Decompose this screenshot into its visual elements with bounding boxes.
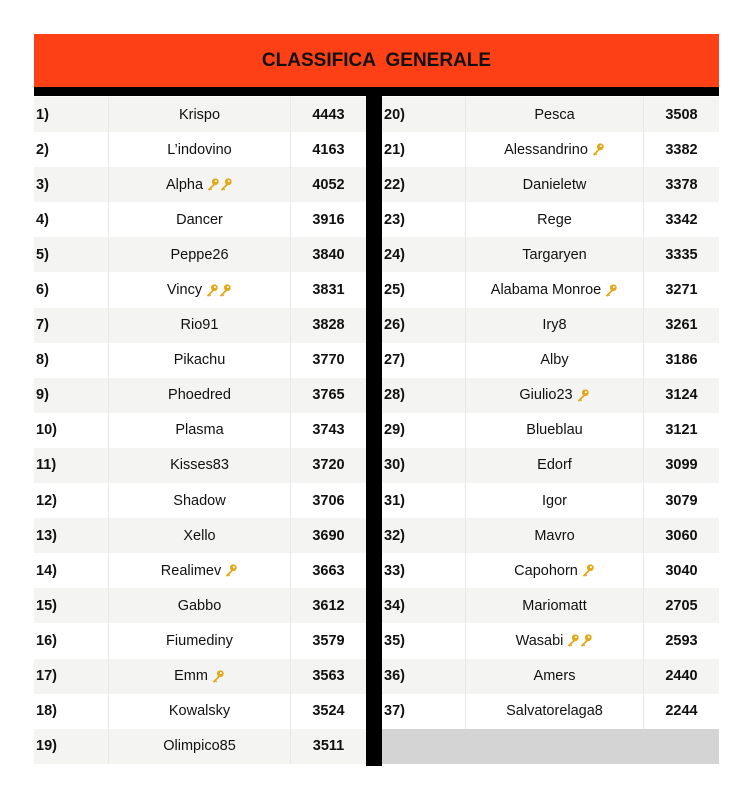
player-name: Kowalsky [168, 703, 231, 720]
table-row [34, 97, 366, 132]
table-row [34, 413, 366, 448]
player-name: Krispo [178, 106, 221, 123]
player-name-cell [108, 167, 291, 202]
player-name-cell [108, 343, 291, 378]
header-divider [34, 87, 719, 96]
rank-cell: 34) [384, 597, 405, 614]
table-row [382, 413, 719, 448]
player-name-cell [465, 659, 644, 694]
player-name-cell [108, 237, 291, 272]
player-name-cell [108, 308, 291, 343]
score-cell: 2705 [665, 597, 698, 614]
key-icon [592, 142, 605, 157]
player-name: Rio91 [180, 317, 219, 334]
rank-cell: 11) [36, 457, 57, 474]
score-cell: 4163 [312, 141, 345, 158]
rank-cell: 16) [36, 632, 57, 649]
ranking-table-left [34, 97, 366, 764]
rank-cell: 36) [384, 668, 405, 685]
score-cell: 3579 [312, 632, 345, 649]
table-row [382, 588, 719, 623]
player-name-cell [465, 623, 644, 658]
score-cell: 3612 [312, 597, 345, 614]
player-name: Alabama Monroe [490, 282, 602, 299]
rank-cell: 35) [384, 632, 405, 649]
key-icon [207, 177, 233, 192]
player-name-cell [465, 132, 644, 167]
player-name: Igor [542, 492, 567, 509]
score-cell: 4443 [312, 106, 345, 123]
table-row [382, 167, 719, 202]
key-icon [225, 563, 238, 578]
player-name-cell [108, 588, 291, 623]
table-row [382, 343, 719, 378]
score-cell: 3124 [665, 387, 698, 404]
player-name: Xello [183, 527, 216, 544]
score-cell: 3743 [312, 422, 345, 439]
table-row [382, 378, 719, 413]
player-name: Pikachu [173, 352, 226, 369]
player-name: Olimpico85 [163, 738, 236, 755]
table-row [382, 483, 719, 518]
rank-cell: 1) [36, 106, 49, 123]
score-cell: 2593 [665, 632, 698, 649]
player-name-cell [108, 553, 291, 588]
player-name-cell [108, 623, 291, 658]
rank-cell: 26) [384, 317, 405, 334]
table-row [382, 448, 719, 483]
key-icon [206, 283, 232, 298]
player-name: Danieletw [522, 176, 587, 193]
table-row [34, 167, 366, 202]
score-cell: 3828 [312, 317, 345, 334]
player-name-cell [465, 167, 644, 202]
rank-cell: 31) [384, 492, 405, 509]
rank-cell: 3) [36, 176, 49, 193]
player-name-cell [108, 518, 291, 553]
player-name: Vincy [166, 282, 203, 299]
score-cell: 3511 [312, 738, 345, 755]
score-cell: 3378 [665, 176, 698, 193]
score-cell: 3916 [312, 211, 345, 228]
player-name: Iry8 [542, 317, 567, 334]
player-name: Amers [533, 668, 576, 685]
score-cell: 3524 [312, 703, 345, 720]
rank-cell: 22) [384, 176, 405, 193]
table-row [382, 237, 719, 272]
rank-cell: 25) [384, 282, 405, 299]
player-name-cell [108, 659, 291, 694]
score-cell: 3690 [312, 527, 345, 544]
rank-cell: 12) [36, 492, 57, 509]
player-name: Mavro [534, 527, 575, 544]
table-row [382, 518, 719, 553]
player-name-cell [465, 378, 644, 413]
table-row [382, 623, 719, 658]
player-name: L’indovino [167, 141, 232, 158]
score-cell: 3079 [665, 492, 698, 509]
score-cell: 3060 [665, 527, 698, 544]
player-name-cell [108, 413, 291, 448]
score-cell: 3831 [312, 282, 345, 299]
table-row [382, 272, 719, 307]
player-name-cell [465, 343, 644, 378]
rank-cell: 8) [36, 352, 49, 369]
player-name-cell [108, 378, 291, 413]
player-name: Edorf [537, 457, 572, 474]
key-icon [582, 563, 595, 578]
rank-cell: 24) [384, 246, 405, 263]
table-row [34, 553, 366, 588]
score-cell: 3663 [312, 562, 345, 579]
player-name-cell [465, 237, 644, 272]
rank-cell: 19) [36, 738, 57, 755]
score-cell: 2440 [665, 668, 698, 685]
table-row [34, 588, 366, 623]
player-name: Blueblau [526, 422, 583, 439]
player-name-cell [108, 694, 291, 729]
table-row [34, 694, 366, 729]
player-name-cell [108, 97, 291, 132]
player-name-cell [465, 483, 644, 518]
rank-cell: 27) [384, 352, 405, 369]
table-row [382, 694, 719, 729]
empty-row [382, 729, 719, 764]
page-title: CLASSIFICA GENERALE [261, 49, 492, 71]
player-name-cell [465, 694, 644, 729]
player-name: Mariomatt [522, 597, 587, 614]
player-name-cell [465, 202, 644, 237]
score-cell: 3342 [665, 211, 698, 228]
player-name: Gabbo [177, 597, 222, 614]
rank-cell: 5) [36, 246, 49, 263]
score-cell: 3040 [665, 562, 698, 579]
rank-cell: 7) [36, 317, 49, 334]
player-name: Capohorn [514, 562, 578, 579]
player-name-cell [108, 729, 291, 764]
table-row [34, 729, 366, 764]
key-icon [567, 633, 593, 648]
rank-cell: 18) [36, 703, 57, 720]
player-name: Emm [174, 668, 208, 685]
table-row [34, 272, 366, 307]
table-row [34, 132, 366, 167]
player-name-cell [108, 272, 291, 307]
rank-cell: 2) [36, 141, 49, 158]
score-cell: 3706 [312, 492, 345, 509]
rank-cell: 20) [384, 106, 405, 123]
score-cell: 3271 [665, 282, 698, 299]
table-row [34, 202, 366, 237]
player-name-cell [465, 588, 644, 623]
table-row [382, 132, 719, 167]
key-icon [605, 283, 618, 298]
table-row [34, 483, 366, 518]
score-cell: 3186 [665, 352, 698, 369]
player-name: Alby [540, 352, 569, 369]
rank-cell: 21) [384, 141, 405, 158]
score-cell: 3508 [665, 106, 698, 123]
key-icon [577, 388, 590, 403]
column-divider [366, 96, 382, 766]
rank-cell: 15) [36, 597, 57, 614]
table-row [382, 553, 719, 588]
player-name-cell [465, 413, 644, 448]
key-icon [212, 669, 225, 684]
table-row [34, 448, 366, 483]
score-cell: 3765 [312, 387, 345, 404]
title-banner [34, 34, 719, 87]
player-name-cell [465, 518, 644, 553]
player-name-cell [465, 97, 644, 132]
rank-cell: 33) [384, 562, 405, 579]
table-row [34, 659, 366, 694]
rank-cell: 4) [36, 211, 49, 228]
score-cell: 3121 [665, 422, 698, 439]
player-name: Plasma [175, 422, 224, 439]
player-name-cell [465, 308, 644, 343]
rank-cell: 37) [384, 703, 405, 720]
player-name: Rege [537, 211, 572, 228]
player-name-cell [108, 448, 291, 483]
score-cell: 3261 [665, 317, 698, 334]
table-row [34, 308, 366, 343]
rank-cell: 9) [36, 387, 49, 404]
rank-cell: 13) [36, 527, 57, 544]
rank-cell: 30) [384, 457, 405, 474]
player-name-cell [108, 202, 291, 237]
player-name: Giulio23 [519, 387, 573, 404]
table-row [34, 237, 366, 272]
score-cell: 3720 [312, 457, 345, 474]
rank-cell: 23) [384, 211, 405, 228]
score-cell: 3770 [312, 352, 345, 369]
player-name: Alpha [165, 176, 204, 193]
player-name-cell [465, 448, 644, 483]
rank-cell: 28) [384, 387, 405, 404]
table-row [382, 659, 719, 694]
player-name: Realimev [160, 562, 222, 579]
score-cell: 3099 [665, 457, 698, 474]
player-name: Pesca [534, 106, 575, 123]
score-cell: 2244 [665, 703, 698, 720]
table-row [34, 378, 366, 413]
player-name: Wasabi [515, 632, 564, 649]
player-name: Salvatorelaga8 [506, 703, 603, 720]
score-cell: 3563 [312, 668, 345, 685]
table-row [34, 518, 366, 553]
player-name: Peppe26 [170, 246, 229, 263]
rank-cell: 32) [384, 527, 405, 544]
rank-cell: 17) [36, 668, 57, 685]
player-name-cell [465, 553, 644, 588]
player-name: Phoedred [168, 387, 231, 404]
table-row [382, 97, 719, 132]
player-name: Fiumediny [166, 632, 233, 649]
player-name: Kisses83 [170, 457, 229, 474]
player-name: Shadow [173, 492, 226, 509]
rank-cell: 14) [36, 562, 57, 579]
player-name: Alessandrino [504, 141, 588, 158]
table-row [34, 623, 366, 658]
table-row [382, 308, 719, 343]
score-cell: 3335 [665, 246, 698, 263]
rank-cell: 10) [36, 422, 57, 439]
score-cell: 3840 [312, 246, 345, 263]
player-name-cell [465, 272, 644, 307]
table-row [382, 202, 719, 237]
player-name-cell [108, 132, 291, 167]
player-name: Targaryen [522, 246, 587, 263]
table-row [34, 343, 366, 378]
player-name: Dancer [176, 211, 223, 228]
score-cell: 3382 [665, 141, 698, 158]
rank-cell: 29) [384, 422, 405, 439]
score-cell: 4052 [312, 176, 345, 193]
player-name-cell [108, 483, 291, 518]
ranking-table-right [382, 97, 719, 764]
rank-cell: 6) [36, 282, 49, 299]
